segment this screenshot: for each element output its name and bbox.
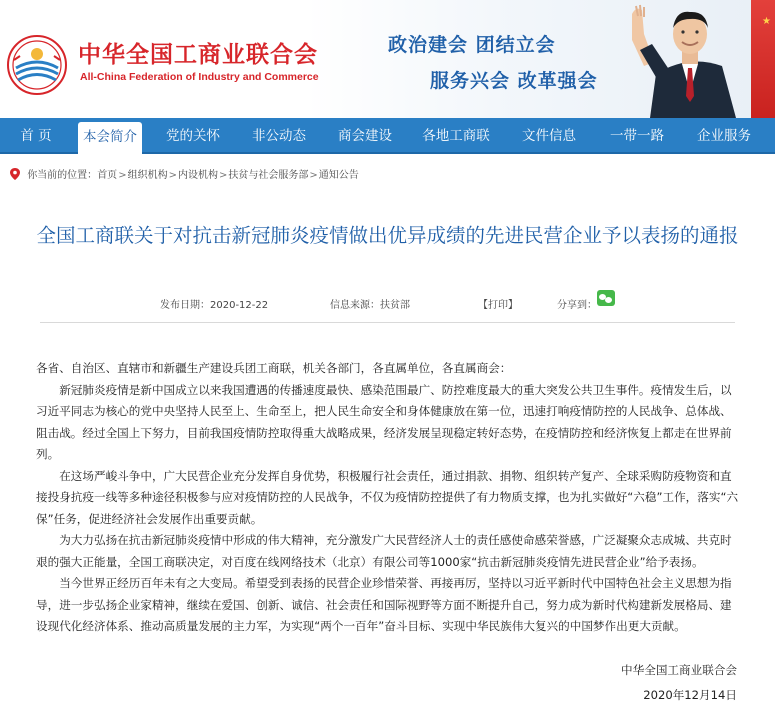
nav-item-enterprise-service[interactable]: 企业服务 [697,128,751,144]
nav-item-local-federations[interactable]: 各地工商联 [422,128,490,144]
breadcrumb-internal[interactable]: 内设机构 [177,170,218,181]
body-paragraph: 新冠肺炎疫情是新中国成立以来我国遭遇的传播速度最快、感染范围最广、防控难度最大的重大突发公共卫生事件。疫情发生后，以习近平同志为核心的党中央坚持人民至上、生命至上，把人民生命安全和身体健康放在第一位，迅速打响疫情防控的人民战争、总体战、阻击战。经过全国上下努力，目前我国疫情防控取得重大战略成果，经济发展呈现稳定转好态势，在疫情防控和经济恢复上都走在世界前列。 [36,382,732,461]
article-title: 全国工商联关于对抗击新冠肺炎疫情做出优异成绩的先进民营企业予以表扬的通报 [36,224,739,247]
leader-portrait-icon [626,4,754,118]
info-source: 信息来源：扶贫部 [330,300,410,311]
acfic-logo-icon[interactable] [6,34,68,96]
body-paragraph: 在这场严峻斗争中，广大民营企业充分发挥自身优势，积极履行社会责任，通过捐款、捐物、组织转产复产、全球采购防疫物资和直接投身抗疫一线等多种途径积极参与应对疫情防控的人民战争，不仅为疫情防控提供了有力物质支撑，也为扎实做好“六稳”工作，落实“六保”任务，促进经济社会发展作出重要贡献。 [36,468,739,526]
breadcrumb-dept[interactable]: 扶贫与社会服务部 [228,170,309,181]
share-label: 分享到： [557,300,597,311]
breadcrumb-org[interactable]: 组织机构 [127,170,168,181]
breadcrumb-separator: > [168,170,177,181]
breadcrumb-separator: > [118,170,127,181]
main-nav [0,118,775,154]
org-name-cn: 中华全国工商业联合会 [78,42,318,68]
salutation-paragraph: 各省、自治区、直辖市和新疆生产建设兵团工商联，机关各部门，各直属单位，各直属商会： [36,361,512,375]
star-icon: ★ [762,16,771,27]
divider [40,322,735,323]
breadcrumb-notices[interactable]: 通知公告 [318,170,359,181]
nav-item-private-news[interactable]: 非公动态 [252,128,306,144]
body-paragraph: 为大力弘扬在抗击新冠肺炎疫情中形成的伟大精神，充分激发广大民营经济人士的责任感使命感荣誉感，广泛凝聚众志成城、共克时艰的强大正能量，全国工商联决定，对百度在线网络技术（北京）有限公司等1000家“抗击新冠肺炎疫情先进民营企业”给予表扬。 [36,533,732,569]
wechat-share-icon[interactable] [597,290,615,306]
slogan-line-2: 服务兴会 改革强会 [430,70,598,92]
location-pin-icon [10,168,20,180]
slogan-line-1: 政治建会 团结立会 [388,34,556,56]
breadcrumb-separator: > [218,170,228,181]
signature: 中华全国工商业联合会 [621,663,737,677]
breadcrumb-prefix: 你当前的位置： [27,170,98,181]
nav-item-party-care[interactable]: 党的关怀 [166,128,220,144]
signature-date: 2020年12月14日 [643,688,737,702]
body-paragraph: 当今世界正经历百年未有之大变局。希望受到表扬的民营企业珍惜荣誉、再接再厉，坚持以习近平新时代中国特色社会主义思想为指导，进一步弘扬企业家精神，继续在爱国、创新、诚信、社会责任和国际视野等方面不断提升自己，努力成为新时代构建新发展格局、建设现代化经济体系、推动高质量发展的主力军，为实现“两个一百年”奋斗目标、实现中华民族伟大复兴的中国梦作出更大贡献。 [36,576,732,633]
org-name-en: All-China Federation of Industry and Commerce [80,71,319,83]
breadcrumb [10,166,359,181]
breadcrumb-separator: > [309,170,318,181]
print-link[interactable]: 【打印】 [478,300,518,311]
nav-item-belt-road[interactable]: 一带一路 [610,128,664,144]
article-body [36,358,739,638]
nav-item-chamber-building[interactable]: 商会建设 [338,128,392,144]
nav-item-about[interactable]: 本会简介 [78,122,142,154]
site-header [0,0,775,118]
nav-item-home[interactable]: 首 页 [20,128,52,144]
nav-item-documents[interactable]: 文件信息 [522,128,576,144]
publish-date: 发布日期：2020-12-22 [160,300,269,311]
breadcrumb-home[interactable]: 首页 [97,170,118,181]
